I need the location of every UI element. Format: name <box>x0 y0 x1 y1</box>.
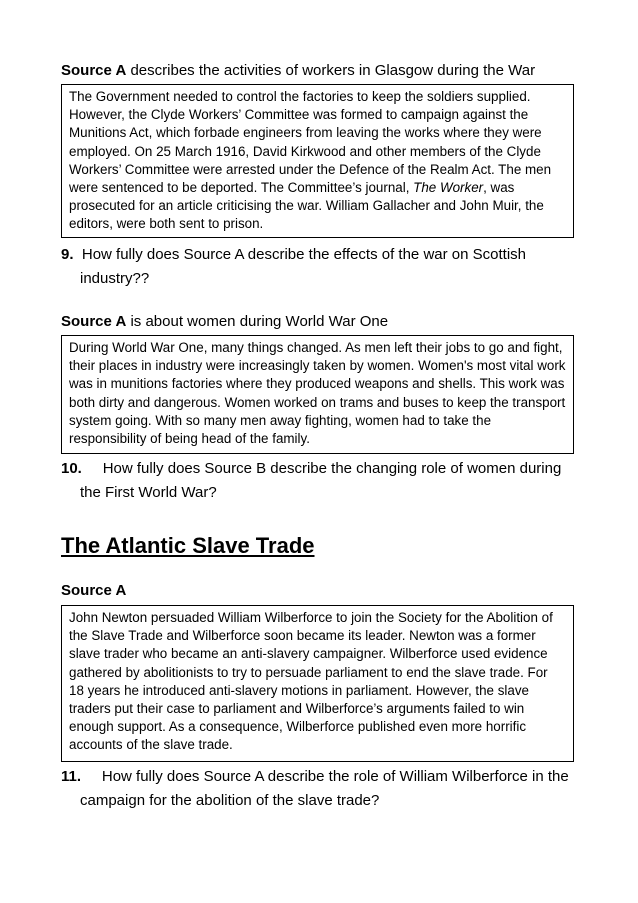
question-10 <box>61 457 586 505</box>
source-box-wilberforce <box>61 605 574 762</box>
source-text: During World War One, many things changed. As men left their jobs to go and fight, their places in industry were increasingly taken by women. Women's most vital work was in munitions factories where they produced weapons and shells. This work was both dirty and dangerous. Women worked on trams and buses to keep the transport system going. With so many men away fighting, women had to take the responsibility of being head of the family. <box>69 340 566 447</box>
source-intro-text: describes the activities of workers in Glasgow during the War <box>126 62 536 79</box>
source-box-women <box>61 335 574 454</box>
source-label: Source A <box>61 62 127 79</box>
source-label: Source A <box>61 313 127 330</box>
question-9 <box>61 243 586 291</box>
source-intro-glasgow <box>61 61 535 81</box>
question-text: How fully does Source B describe the changing role of women during the First World War? <box>80 460 562 501</box>
source-text <box>69 88 566 234</box>
source-box-glasgow <box>61 84 574 238</box>
source-text: John Newton persuaded William Wilberforce to join the Society for the Abolition of the Slave Trade and Wilberforce soon became its leader. Newton was a former slave trader who became an anti-slavery campaigner. Wilberforce used evidence gathered by abolitionists to try to persuade parliament to end the slave trade. For 18 years he introduced anti-slavery motions in parliament. However, the slave traders put their case to parliament and Wilberforce’s arguments failed to win enough support. As a consequence, Wilberforce published even more horrific accounts of the slave trade. <box>69 610 553 753</box>
question-text: How fully does Source A describe the role of William Wilberforce in the campaign for the abolition of the slave trade? <box>80 768 569 809</box>
source-text-part: , was prosecuted for an article criticising the war. William Gallacher and John Muir, the editors, were both sent to prison. <box>69 180 544 232</box>
source-intro-women <box>61 312 388 332</box>
journal-title: The Worker <box>413 180 484 196</box>
source-label: Source A <box>61 582 127 599</box>
question-number: 9. <box>61 246 74 263</box>
section-heading: The Atlantic Slave Trade <box>61 533 315 558</box>
source-intro-text: is about women during World War One <box>126 313 389 330</box>
question-11 <box>61 765 586 813</box>
question-number: 11. <box>61 768 82 785</box>
question-number: 10. <box>61 460 82 477</box>
source-text-part: The Government needed to control the factories to keep the soldiers supplied. However, the Clyde Workers’ Committee was formed to campaign against the Munitions Act, which forbade engineers from leaving the works where they were employed. On 25 March 1916, David Kirkwood and other members of the Clyde Workers’ Committee were arrested under the Defence of the Realm Act. The men were sentenced to be deported. The Committee’s journal, <box>69 89 552 196</box>
question-text: How fully does Source A describe the effects of the war on Scottish industry?? <box>80 246 526 287</box>
